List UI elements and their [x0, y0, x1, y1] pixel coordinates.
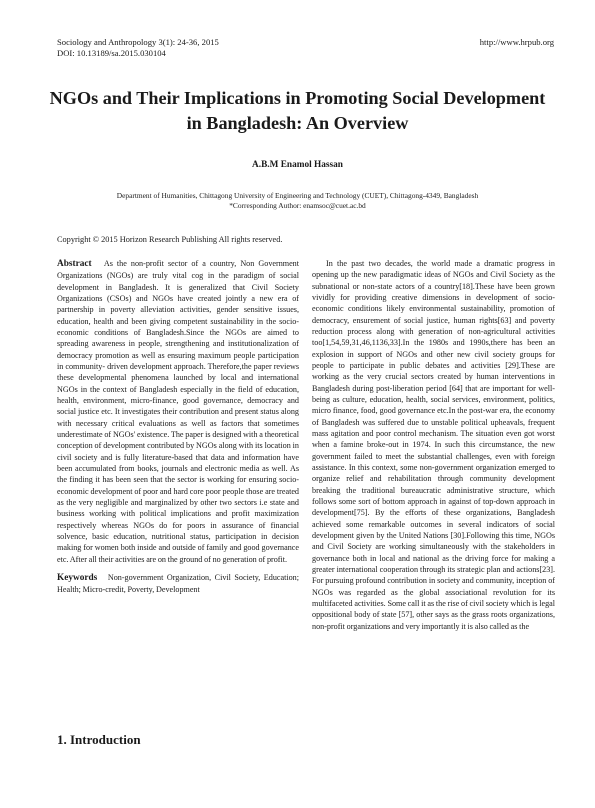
left-column — [57, 258, 299, 596]
keywords-label: Keywords — [57, 572, 98, 583]
running-header — [57, 37, 554, 59]
introduction-paragraph: In the past two decades, the world made a dramatic progress in opening up the new paradigmatic ideas of NGOs and Civil Society as the subnational or non-state actors of a country[18].These have been grown vividly for providing creative dimensions in development of socio-economic conditions likely environmental sustainability, promotion of democracy, ensurement of social justice, human rights[63] and poverty reduction process along with generation of non-agricultural activities too[1,54,59,31,46,1136,33].In the 1980s and 1990s,there has been an explosion in support of NGOs and other new civil society groups for people to participate in public debates and activities [29].These are working as the very crucial sectors created by human interventions in Bangladesh during post-liberation period [64] that are important for well-being as culture, education, health, social services, environment, politics, micro finance, food, good governance etc.In the post-war era, the economy of Bangladesh was suffered due to unstable political upheavals, frequent mass agitation and poor control mechanism. The situation even got worst when a famine broke-out in 1974. In such this circumstance, the new government failed to meet the substantial challenges, even with foreign assistance. In this context, some non-government organization emerged to organize relief and rehabilitation through community development breaking the traditional bureaucratic administrative structure, which follows some sort of bottom approach in against of top-down approach in development[75]. By the efforts of these organizations, Bangladesh achieved some remarkable outcomes in several indicators of social development given by the United Nations [30].Following this time, NGOs and Civil Society are working simultaneously with the stakeholders in governance both in local and national as the driving force for making a greater international cooperation through its strategic plan and actions[23]. For pursuing profound contribution in society and community, inception of NGOs was regarded as the global associational revolution for its multifaceted activities. Some call it as the rise of civil society which is legal oppositional body of state [57], other says as the grass roots organizations, non-profit organizations and very importantly it is also called as the — [312, 259, 555, 631]
abstract-paragraph — [57, 258, 299, 565]
affiliation: Department of Humanities, Chittagong University of Engineering and Technology (CUET), Chittagong-4349, Bangladesh — [116, 191, 479, 200]
corresponding-author: *Corresponding Author: enamsoc@cuet.ac.bd — [229, 201, 366, 210]
right-column — [312, 258, 555, 632]
journal-citation: Sociology and Anthropology 3(1): 24-36, 2015 — [57, 37, 219, 47]
section-heading-introduction: 1. Introduction — [57, 732, 141, 747]
journal-url[interactable]: http://www.hrpub.org — [479, 37, 554, 47]
author-name: A.B.M Enamol Hassan — [252, 160, 343, 170]
keywords-text: Non-government Organization, Civil Society, Education; Health; Micro-credit, Poverty, Development — [57, 572, 299, 595]
copyright-notice: Copyright © 2015 Horizon Research Publishing All rights reserved. — [57, 235, 283, 244]
abstract-label: Abstract — [57, 259, 92, 269]
affiliation-block — [20, 191, 575, 211]
doi: DOI: 10.13189/sa.2015.030104 — [57, 48, 166, 58]
keywords-paragraph — [57, 572, 299, 596]
abstract-text: As the non-profit sector of a country, Non Government Organizations (NGOs) are truly vital cog in the paradigm of social development in Bangladesh. It is generalized that Civil Society Organizations (CSOs) and NGOs have created jointly a new era of partnership in poverty alleviation activities, gender sensitive issues, education, health and been giving competent sustainability in the socio-economic conditions of Bangladesh.Since the NGOs are aimed to spreading awareness in people, strengthening and institutionalization of democracy promotion as well as ensuring maximum people participation in community- driven development approach. Therefore,the paper reviews these developmental phenomena launched by local and international NGOs in the context of Bangladesh especially in the field of education, health, environment, micro-finance, good governance, democracy and social justice etc. It investigates their contribution and present status along with necessary critical evaluations as well as factors that sometimes underestimate of NGOs' existence. The paper is designed with a theoretical conception of development contributed by NGOs along with its location in civil society and is fully literature-based that data and information have been accumulated from books, journals and electronic media as well. As the finding it has been seen that the sector is working for ensuring socio-economic development of poor and hard core poor people those are treated as the very negligible and marginalized by other two sectors i.e state and business working with political implications and profit maximization respectively whereas NGOs do for poors in assurance of financial solvence, basic education, nutritional status, participation in decision making for women both inside and outside of family and good governance etc. After all their activities are on the ground of no generation of profit. — [57, 259, 299, 564]
paper-title: NGOs and Their Implications in Promoting Social Development in Bangladesh: An Overview — [49, 88, 546, 133]
